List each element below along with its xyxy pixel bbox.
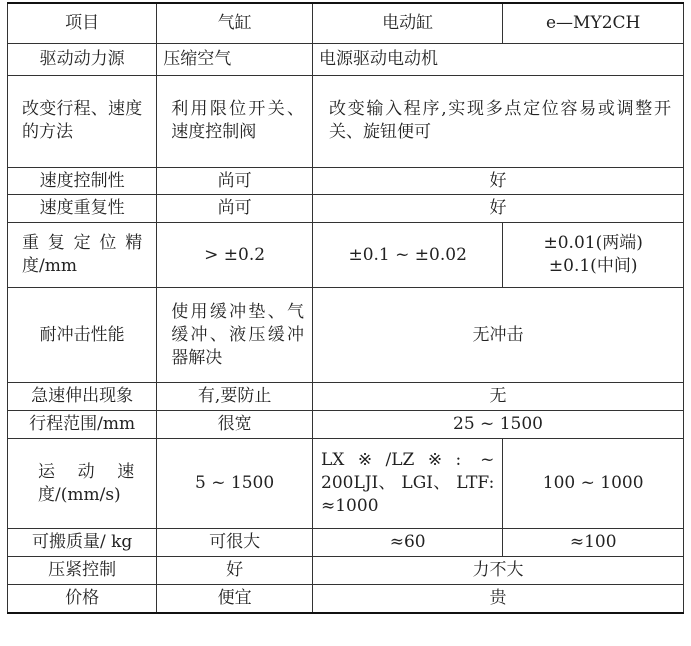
table-cell: 可很大 — [157, 529, 313, 557]
table-row — [8, 557, 684, 585]
table-cell: 好 — [157, 557, 313, 585]
accuracy-middle: ±0.1(中间) — [548, 256, 638, 277]
table-cell: ≈100 — [503, 529, 684, 557]
table-cell: 25 ~ 1500 — [313, 411, 684, 439]
row-label: 压紧控制 — [8, 557, 157, 585]
row-label: 速度重复性 — [8, 195, 157, 223]
table-row — [8, 288, 684, 383]
row-label: 运动速度/(mm/s) — [8, 439, 157, 529]
table-cell: 很宽 — [157, 411, 313, 439]
table-cell: 尚可 — [157, 195, 313, 223]
table-cell: LX※/LZ※: ~ 200LJI、 LGI、 LTF: ≈1000 — [313, 439, 503, 529]
table-row — [8, 585, 684, 613]
table-cell: 无 — [313, 383, 684, 411]
table-cell: 电源驱动电动机 — [313, 43, 684, 75]
header-cell-item: 项目 — [8, 3, 157, 43]
table-cell: 好 — [313, 167, 684, 195]
table-cell: 利用限位开关、速度控制阀 — [157, 75, 313, 167]
table-cell: 好 — [313, 195, 684, 223]
accuracy-ends: ±0.01(两端) — [543, 233, 643, 254]
row-label: 驱动动力源 — [8, 43, 157, 75]
row-label: 急速伸出现象 — [8, 383, 157, 411]
table-row — [8, 43, 684, 75]
table-cell: 贵 — [313, 585, 684, 613]
table-row — [8, 167, 684, 195]
table-row — [8, 383, 684, 411]
table-row — [8, 411, 684, 439]
table-row — [8, 195, 684, 223]
row-label: 重复定位精度/mm — [8, 223, 157, 288]
table-row — [8, 75, 684, 167]
comparison-table — [7, 2, 684, 614]
row-label: 改变行程、速度的方法 — [8, 75, 157, 167]
table-cell: 压缩空气 — [157, 43, 313, 75]
table-cell: 100 ~ 1000 — [503, 439, 684, 529]
table-cell: 力不大 — [313, 557, 684, 585]
row-label: 可搬质量/ kg — [8, 529, 157, 557]
table-cell: 尚可 — [157, 167, 313, 195]
row-label: 耐冲击性能 — [8, 288, 157, 383]
row-label: 行程范围/mm — [8, 411, 157, 439]
table-cell: ±0.1 ~ ±0.02 — [313, 223, 503, 288]
table-cell: ≈60 — [313, 529, 503, 557]
table-cell — [503, 223, 684, 288]
table-cell: 改变输入程序,实现多点定位容易或调整开关、旋钮便可 — [313, 75, 684, 167]
header-cell-air-cylinder: 气缸 — [157, 3, 313, 43]
table-row — [8, 439, 684, 529]
table-row — [8, 223, 684, 288]
table-cell: > ±0.2 — [157, 223, 313, 288]
header-cell-electric-cylinder: 电动缸 — [313, 3, 503, 43]
row-label: 速度控制性 — [8, 167, 157, 195]
table-cell: 有,要防止 — [157, 383, 313, 411]
header-cell-model: e—MY2CH — [503, 3, 684, 43]
table-cell: 5 ~ 1500 — [157, 439, 313, 529]
table-cell: 使用缓冲垫、气缓冲、液压缓冲器解决 — [157, 288, 313, 383]
table-cell: 便宜 — [157, 585, 313, 613]
row-label: 价格 — [8, 585, 157, 613]
table-cell: 无冲击 — [313, 288, 684, 383]
table-row — [8, 529, 684, 557]
table-header-row — [8, 3, 684, 43]
